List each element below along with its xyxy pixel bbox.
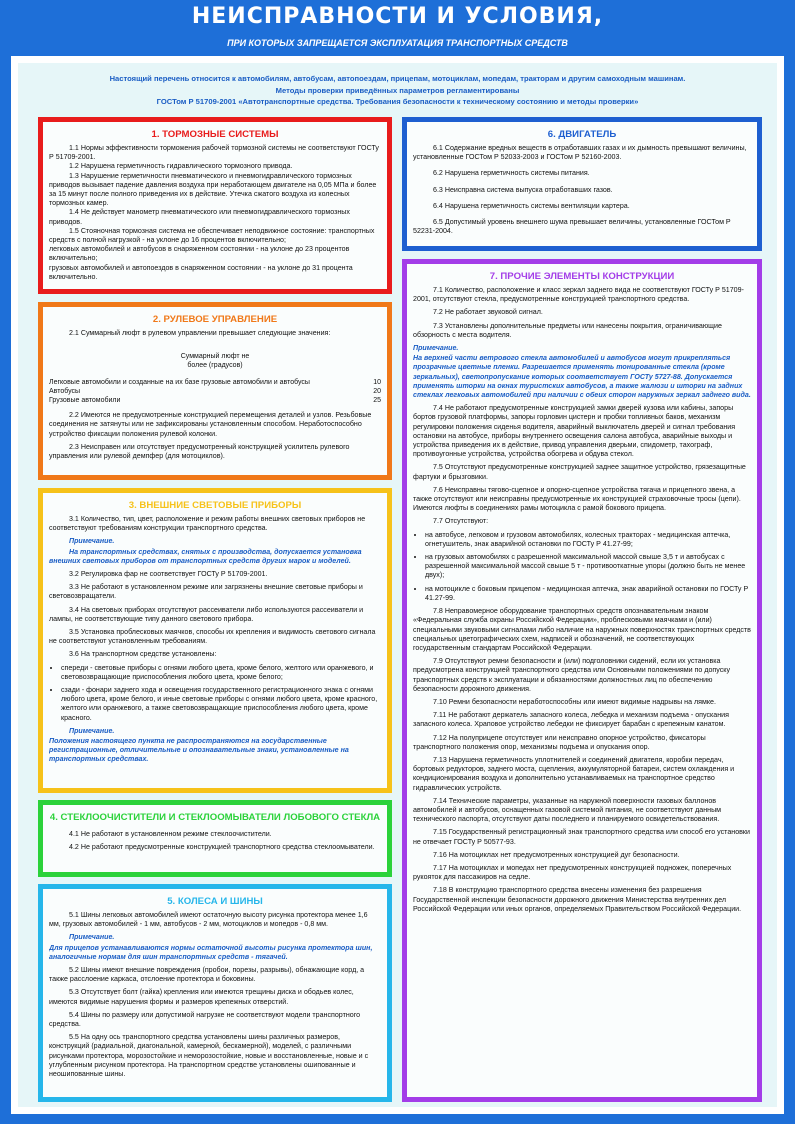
- section-title: 2. РУЛЕВОЕ УПРАВЛЕНИЕ: [152, 314, 278, 325]
- section-title: 7. ПРОЧИЕ ЭЛЕМЕНТЫ КОНСТРУКЦИИ: [489, 271, 675, 282]
- item-text: 2.3 Неисправен или отсутствует предусмотренный конструкцией усилитель рулевого управления или рулевой демпфер (для мотоциклов).: [49, 442, 350, 461]
- item-text: 6.2 Нарушена герметичность системы питания.: [433, 169, 590, 178]
- item-text: 7.5 Отсутствуют предусмотренные конструкцией заднее защитное устройство, грязезащитные фартуки и брызговики.: [413, 463, 746, 481]
- section-title: 1. ТОРМОЗНЫЕ СИСТЕМЫ: [151, 129, 279, 140]
- item-text: 5.2 Шины имеют внешние повреждения (пробои, порезы, разрывы), обнажающие корд, а также расслоение каркаса, отслоение протектора и боковины.: [49, 966, 365, 984]
- item-text: 6.3 Неисправна система выпуска отработавших газов.: [433, 185, 613, 194]
- item-text: 3.6 На транспортном средстве установлены:: [69, 650, 217, 659]
- poster-title: НЕИСПРАВНОСТИ И УСЛОВИЯ,: [191, 4, 604, 29]
- note-text: Для прицепов устанавливаются нормы остаточной высоты рисунка протектора шин, аналогичные нормам для шин транспортных средств - тягачей.: [49, 943, 373, 961]
- section-lights: [38, 488, 392, 793]
- section-wheels: [38, 884, 392, 1102]
- item-text: 5.3 Отсутствует болт (гайка) крепления или имеются трещины диска и ободьев колес, имеются видимые нарушения формы и размеров крепежных отверстий.: [49, 988, 354, 1006]
- section-steering: [38, 302, 392, 480]
- bullet-list: [413, 531, 751, 603]
- item-text: 2.2 Имеются не предусмотренные конструкцией перемещения деталей и узлов. Резьбовые соединения не затянуты или не зафиксированы установленным способом. Неработоспособно устройство фиксации положения рулевой колонки.: [49, 411, 372, 438]
- item-text: 4.1 Не работают в установленном режиме стеклоочистители.: [69, 830, 272, 838]
- item-text: 3.2 Регулировка фар не соответствует ГОСТу Р 51709-2001.: [69, 570, 268, 579]
- list-item: • спереди - световые приборы с огнями любого цвета, кроме белого, желтого или оранжевого, и световозвращающие приспособления любого цвета, кроме белого;: [61, 664, 381, 682]
- item-text: 7.1 Количество, расположение и класс зеркал заднего вида не соответствуют ГОСТу Р 51709-2001, отсутствуют стекла, предусмотренные конструкцией транспортного средства.: [413, 286, 744, 304]
- item-text: 1.2 Нарушена герметичность гидравлического тормозного привода.: [69, 162, 293, 171]
- item-text: 1.1 Нормы эффективности торможения рабочей тормозной системы не соответствуют ГОСТу Р 51709-2001.: [49, 144, 379, 162]
- section-brakes: [38, 117, 392, 294]
- table-row: [49, 378, 381, 387]
- section-title: 3. ВНЕШНИЕ СВЕТОВЫЕ ПРИБОРЫ: [128, 500, 302, 511]
- item-text: 6.5 Допустимый уровень внешнего шума превышает величины, установленные ГОСТом Р 52231-2004.: [413, 218, 731, 236]
- item-text: 7.18 В конструкцию транспортного средства внесены изменения без разрешения Государственной инспекции безопасности дорожного движения Министерства внутренних дел Российской Федерации или иных органов, определяемых Правительством Российской Федерации.: [413, 886, 742, 913]
- item-text: 6.4 Нарушена герметичность системы вентиляции картера.: [433, 201, 630, 210]
- section-title: 6. ДВИГАТЕЛЬ: [547, 129, 617, 140]
- bullet-list: [49, 664, 381, 723]
- section-other: [402, 259, 762, 1102]
- intro-line: Настоящий перечень относится к автомобилям, автобусам, автопоездам, прицепам, мотоциклам, мопедам, тракторам и другим самоходным машинам.: [109, 74, 686, 83]
- note-label: Примечание.: [413, 344, 459, 353]
- item-text: 2.1 Суммарный люфт в рулевом управлении превышает следующие значения:: [69, 329, 331, 337]
- item-text: 1.3 Нарушение герметичности пневматического и пневмогидравлического тормозных приводов вызывает падение давления воздуха при неработающем двигателе на 0,05 МПа и более за 15 минут после полного приведения их в действие. Утечка сжатого воздуха из колесных тормозных камер.: [49, 171, 377, 208]
- section-wipers: [38, 800, 392, 877]
- table-cell-value: 25: [373, 397, 381, 405]
- item-text: 3.5 Установка проблесковых маячков, способы их крепления и видимость светового сигнала не соответствуют установленным требованиям.: [49, 628, 376, 646]
- section-title: 4. СТЕКЛООЧИСТИТЕЛИ И СТЕКЛООМЫВАТЕЛИ ЛОБОВОГО СТЕКЛА: [49, 812, 381, 823]
- item-text: 7.6 Неисправны тягово-сцепное и опорно-сцепное устройства тягача и прицепного звена, а также отсутствуют или неисправны предусмотренные их конструкцией страховочные тросы (цепи). Имеются люфты в соединениях рамы мотоцикла с рамой бокового прицепа.: [413, 485, 741, 513]
- item-text: 1.4 Не действует манометр пневматического или пневмогидравлического тормозных приводов.: [49, 208, 350, 226]
- table-row: [49, 387, 381, 396]
- note-text: На верхней части ветрового стекла автомобилей и автобусов могут прикрепляться прозрачные цветные пленки. Разрешается применять тонированные стекла (кроме зеркальных), светопропускание которых соответствует ГОСТу 5727-88. Допускается применять шторки на окнах туристских автобусов, а также жалюзи и шторки на задних стеклах легковых автомобилей при наличии с обеих сторон наружных зеркал заднего вида.: [413, 354, 751, 400]
- table-header: Суммарный люфт не: [180, 353, 250, 361]
- note-text: На транспортных средствах, снятых с производства, допускается установка внешних световых приборов от транспортных средств других марок и моделей.: [49, 547, 362, 565]
- note-label: Примечание.: [69, 933, 115, 942]
- table-cell-value: 10: [373, 379, 381, 387]
- poster-subtitle: ПРИ КОТОРЫХ ЗАПРЕЩАЕТСЯ ЭКСПЛУАТАЦИЯ ТРАНСПОРТНЫХ СРЕДСТВ: [227, 38, 568, 48]
- list-item: • на грузовых автомобилях с разрешенной максимальной массой свыше 3,5 т и автобусах с разрешенной максимальной массой свыше 5 т - противооткатные упоры (должно быть не менее двух);: [425, 553, 751, 581]
- item-text: 3.4 На световых приборах отсутствуют рассеиватели либо используются рассеиватели и лампы, не соответствующие типу данного светового прибора.: [49, 605, 364, 623]
- note-text: Положения настоящего пункта не распространяются на государственные регистрационные, отличительные и опознавательные знаки, установленные на транспортных средствах.: [49, 737, 349, 764]
- table-cell-name: Автобусы: [49, 388, 81, 396]
- item-text: 7.9 Отсутствуют ремни безопасности и (или) подголовники сидений, если их установка предусмотрена конструкцией транспортного средства или Основными положениями по допуску транспортных средств к эксплуатации и обязанностями должностных лиц по обеспечению безопасности дорожного движения.: [413, 657, 731, 693]
- table-cell-name: Легковые автомобили и созданные на их базе грузовые автомобили и автобусы: [49, 379, 310, 387]
- section-engine: [402, 117, 762, 251]
- table-cell-value: 20: [373, 388, 381, 396]
- note-label: Примечание.: [69, 726, 115, 735]
- item-text: 7.4 Не работают предусмотренные конструкцией замки дверей кузова или кабины, запоры бортов грузовой платформы, запоры горловин цистерн и пробки топливных баков, механизм регулировки положения сиденья водителя, аварийный выключатель дверей и сигнал требования остановки на автобусе, приборы внутреннего освещения салона автобуса, аварийные выходы и устройства приведения их в действие, привод управления дверьми, спидометр, тахограф, противоугонные устройства, устройства обогрева и обдува стекол.: [413, 404, 736, 459]
- item-text: 7.2 Не работает звуковой сигнал.: [433, 308, 543, 317]
- item-text: 7.17 На мотоциклах и мопедах нет предусмотренных конструкцией подножек, поперечных рукояток для пассажиров на седле.: [413, 863, 732, 882]
- table-cell-name: Грузовые автомобили: [49, 397, 121, 405]
- item-text: 6.1 Содержание вредных веществ в отработавших газах и их дымность превышают величины, установленные ГОСТом Р 52033-2003 и ГОСТом Р 52160-2003.: [413, 144, 747, 162]
- item-text: 1.5 Стояночная тормозная система не обеспечивает неподвижное состояние: транспортных средств с полной нагрузкой - на уклоне до 16 процентов включительно;: [49, 226, 375, 245]
- list-item: • на мотоцикле с боковым прицепом - медицинская аптечка, знак аварийной остановки по ГОСТу Р 41.27-99.: [425, 585, 751, 603]
- item-text: 7.16 На мотоциклах нет предусмотренных конструкцией дуг безопасности.: [433, 850, 680, 859]
- section-title: 5. КОЛЕСА И ШИНЫ: [167, 896, 263, 907]
- item-text: 7.11 Не работают держатель запасного колеса, лебедка и механизм подъема - опускания запасного колеса. Храповое устройство лебедки не фиксирует барабан с крепежным канатом.: [413, 711, 729, 729]
- list-item: • на автобусе, легковом и грузовом автомобилях, колесных тракторах - медицинская аптечка, огнетушитель, знак аварийной остановки по ГОСТу Р 41.27-99;: [425, 531, 751, 549]
- item-text: 7.7 Отсутствуют:: [433, 517, 489, 526]
- item-text: 5.5 На одну ось транспортного средства установлены шины различных размеров, конструкций (радиальной, диагональной, камерной, бескамерной), моделей, с различными рисунками протектора, морозостойкие и неморозостойкие, новые и восстановленные, новые и с углубленным рисунком протектора. На транспортном средстве установлены ошипованные и неошипованные шины.: [49, 1033, 369, 1079]
- intro-line: ГОСТом Р 51709-2001 «Автотранспортные средства. Требования безопасности к техническому состоянию и методы проверки»: [156, 97, 639, 106]
- item-text: 7.13 Нарушена герметичность уплотнителей и соединений двигателя, коробки передач, бортовых редукторов, заднего моста, сцепления, аккумуляторной батареи, систем охлаждения и кондиционирования воздуха и дополнительно устанавливаемых на транспортное средство гидравлических устройств.: [413, 755, 735, 792]
- item-text: грузовых автомобилей и автопоездов в снаряженном состоянии - на уклоне до 31 процента включительно.: [49, 263, 353, 281]
- list-item: • сзади - фонари заднего хода и освещения государственного регистрационного знака с огнями любого цвета, кроме белого, и иные световые приборы с огнями любого цвета, кроме красного, желтого или оранжевого, а также световозвращающие приспособления любого цвета, кроме красного.: [61, 686, 381, 723]
- item-text: 7.10 Ремни безопасности неработоспособны или имеют видимые надрывы на лямке.: [433, 697, 716, 706]
- item-text: легковых автомобилей и автобусов в снаряженном состоянии - на уклоне до 23 процентов включительно;: [49, 245, 350, 263]
- item-text: 7.15 Государственный регистрационный знак транспортного средства или способ его установки не отвечает ГОСТу Р 50577-93.: [413, 828, 750, 846]
- item-text: 7.12 На полуприцепе отсутствует или неисправно опорное устройство, фиксаторы транспортного положения опор, механизмы подъема и опускания опор.: [413, 733, 706, 751]
- note-label: Примечание.: [69, 537, 115, 546]
- table-row: [49, 396, 381, 405]
- item-text: 7.8 Неправомерное оборудование транспортных средств опознавательным знаком «Федеральная служба охраны Российской Федерации», проблесковыми маячками и (или) специальными звуковыми сигналами либо наличие на наружных поверхностях транспортных средств специальных цветографических схем, надписей и обозначений, не соответствующих государственным стандартам Российской Федерации.: [413, 607, 751, 652]
- item-text: 4.2 Не работают предусмотренные конструкцией транспортного средства стеклоомыватели.: [69, 843, 375, 852]
- item-text: 7.14 Технические параметры, указанные на наружной поверхности газовых баллонов автомобилей и автобусов, оснащенных газовой системой питания, не соответствуют данным технического паспорта, отсутствуют даты последнего и планируемого освидетельствования.: [413, 796, 722, 824]
- steering-play-table: [49, 352, 381, 405]
- item-text: 5.1 Шины легковых автомобилей имеют остаточную высоту рисунка протектора менее 1,6 мм, грузовых автомобилей - 1 мм, автобусов - 2 мм, мотоциклов и мопедов - 0,8 мм.: [49, 911, 368, 929]
- intro-line: Методы проверки приведённых параметров регламентированы: [275, 85, 520, 95]
- item-text: 3.3 Не работают в установленном режиме или загрязнены внешние световые приборы и световозвращатели.: [49, 583, 363, 601]
- item-text: 5.4 Шины по размеру или допустимой нагрузке не соответствуют модели транспортного средства.: [49, 1010, 361, 1029]
- intro-text: [30, 73, 765, 108]
- table-header: более (градусов): [187, 362, 243, 370]
- item-text: 7.3 Установлены дополнительные предметы или нанесены покрытия, ограничивающие обзорность с места водителя.: [413, 321, 722, 339]
- item-text: 3.1 Количество, тип, цвет, расположение и режим работы внешних световых приборов не соответствуют требованиям конструкции транспортного средства.: [49, 515, 366, 533]
